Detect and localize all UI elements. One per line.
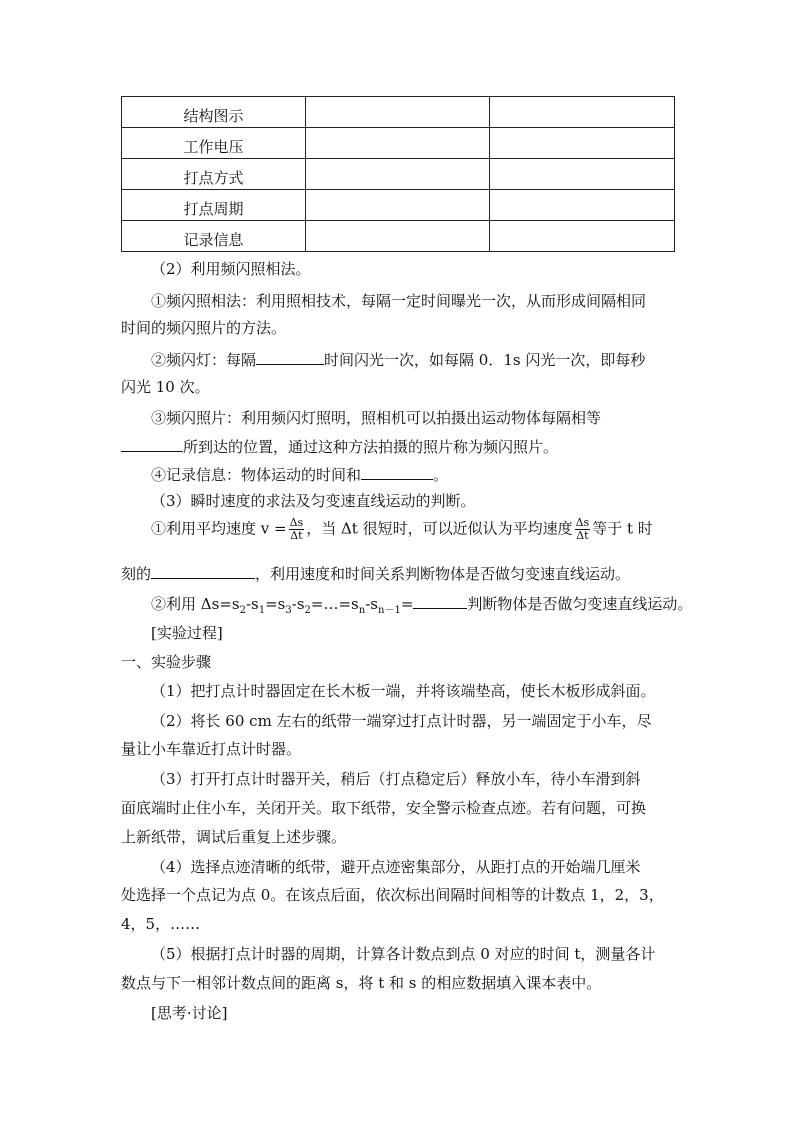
step-2-line2: 量让小车靠近打点计时器。: [121, 740, 302, 758]
discussion-heading: [思考·讨论]: [151, 1004, 228, 1022]
table-row: [122, 97, 675, 128]
table-cell: [306, 97, 490, 128]
photo-method-item2-line1: [121, 348, 645, 370]
table-cell: [490, 190, 675, 221]
fraction: [575, 517, 591, 542]
text: ①利用平均速度 v =: [151, 519, 287, 538]
step-4-line2: 处选择一个点记为点 0。在该点后面，依次标出间隔时间相等的计数点 1，2，3，: [121, 886, 664, 904]
subscript: 2: [239, 605, 246, 616]
step-3-line3: 上新纸带，调试后重复上述步骤。: [121, 828, 347, 846]
photo-method-item1-line1: ①频闪照相法：利用照相技术，每隔一定时间曝光一次，从而形成间隔相同: [151, 292, 647, 310]
step-5-line1: （5）根据打点计时器的周期，计算各计数点到点 0 对应的时间 t，测量各计: [151, 945, 656, 963]
text: 。: [433, 466, 449, 484]
fill-blank[interactable]: [256, 348, 324, 365]
text: ④记录信息：物体运动的时间和: [151, 466, 362, 484]
fill-blank[interactable]: [361, 463, 433, 480]
subscript: n: [358, 605, 366, 616]
table-cell: [306, 221, 490, 252]
photo-method-item3-line2: [121, 435, 558, 457]
step-4-line3: 4，5，……: [121, 915, 201, 933]
fill-blank[interactable]: [413, 592, 467, 609]
subscript: 2: [304, 605, 311, 616]
fraction-numerator: Δs: [575, 516, 590, 529]
row-label: 记录信息: [122, 221, 306, 252]
table-row: [122, 159, 675, 190]
subscript: 1: [258, 605, 266, 616]
text: 判断物体是否做匀变速直线运动。: [467, 595, 693, 613]
photo-method-item1-line2: 时间的频闪照片的方法。: [121, 319, 287, 337]
row-label: 结构图示: [122, 97, 306, 128]
fraction-denominator: Δt: [290, 529, 303, 542]
text: ，当 Δt 很短时，可以近似认为平均速度: [306, 519, 573, 538]
table-cell: [306, 190, 490, 221]
table-row: [122, 128, 675, 159]
subscript: n－1: [378, 605, 401, 616]
velocity-heading: （3）瞬时速度的求法及匀变速直线运动的判断。: [151, 492, 476, 510]
table-cell: [490, 128, 675, 159]
process-heading: [实验过程]: [151, 624, 223, 642]
table-cell: [490, 221, 675, 252]
photo-method-heading: （2）利用频闪照相法。: [151, 260, 311, 278]
text: ②利用 Δs=s: [151, 595, 240, 613]
step-3-line2: 面底端时止住小车，关闭开关。取下纸带，安全警示检查点迹。若有问题，可换: [121, 799, 647, 817]
photo-method-item4: [121, 463, 448, 485]
subscript: 3: [285, 605, 292, 616]
table-cell: [490, 97, 675, 128]
text: 等于 t 时: [592, 519, 653, 538]
step-1: （1）把打点计时器固定在长木板一端，并将该端垫高，使长木板形成斜面。: [151, 682, 656, 700]
section-title: 一、实验步骤: [121, 653, 212, 671]
text: -s: [291, 595, 305, 613]
text: -s: [245, 595, 259, 613]
step-5-line2: 数点与下一相邻计数点间的距离 s，将 t 和 s 的相应数据填入课本表中。: [121, 974, 602, 992]
fill-blank[interactable]: [121, 435, 183, 452]
fill-blank[interactable]: [151, 562, 255, 579]
row-label: 打点方式: [122, 159, 306, 190]
text: =s: [265, 595, 286, 613]
table-cell: [306, 128, 490, 159]
photo-method-item2-line2: 闪光 10 次。: [121, 378, 210, 396]
velocity-item1-line2: [121, 562, 630, 584]
text: 所到达的位置，通过这种方法拍摄的照片称为频闪照片。: [183, 438, 559, 456]
text: ②频闪灯：每隔: [151, 351, 257, 369]
text: -s: [365, 595, 378, 613]
velocity-item1-line1: [121, 517, 653, 542]
step-4-line1: （4）选择点迹清晰的纸带，避开点迹密集部分，从距打点的开始端几厘米: [151, 858, 641, 876]
table-row: [122, 221, 675, 252]
step-2-line1: （2）将长 60 cm 左右的纸带一端穿过打点计时器，另一端固定于小车，尽: [151, 712, 652, 730]
fraction-numerator: Δs: [289, 516, 304, 529]
fraction-denominator: Δt: [576, 529, 589, 542]
photo-method-item3-line1: ③频闪照片：利用频闪灯照明，照相机可以拍摄出运动物体每隔相等: [151, 409, 602, 427]
table-cell: [490, 159, 675, 190]
row-label: 工作电压: [122, 128, 306, 159]
text: ，利用速度和时间关系判断物体是否做匀变速直线运动。: [255, 565, 631, 583]
comparison-table: [121, 96, 675, 252]
text: =: [400, 595, 414, 613]
text: 刻的: [121, 565, 152, 583]
step-3-line1: （3）打开打点计时器开关，稍后（打点稳定后）释放小车，待小车滑到斜: [151, 770, 641, 788]
text: =…=s: [310, 595, 359, 613]
table-cell: [306, 159, 490, 190]
table-row: [122, 190, 675, 221]
row-label: 打点周期: [122, 190, 306, 221]
text: 时间闪光一次，如每隔 0．1s 闪光一次，即每秒: [324, 351, 646, 369]
velocity-item2: [121, 592, 692, 616]
fraction: [289, 517, 305, 542]
